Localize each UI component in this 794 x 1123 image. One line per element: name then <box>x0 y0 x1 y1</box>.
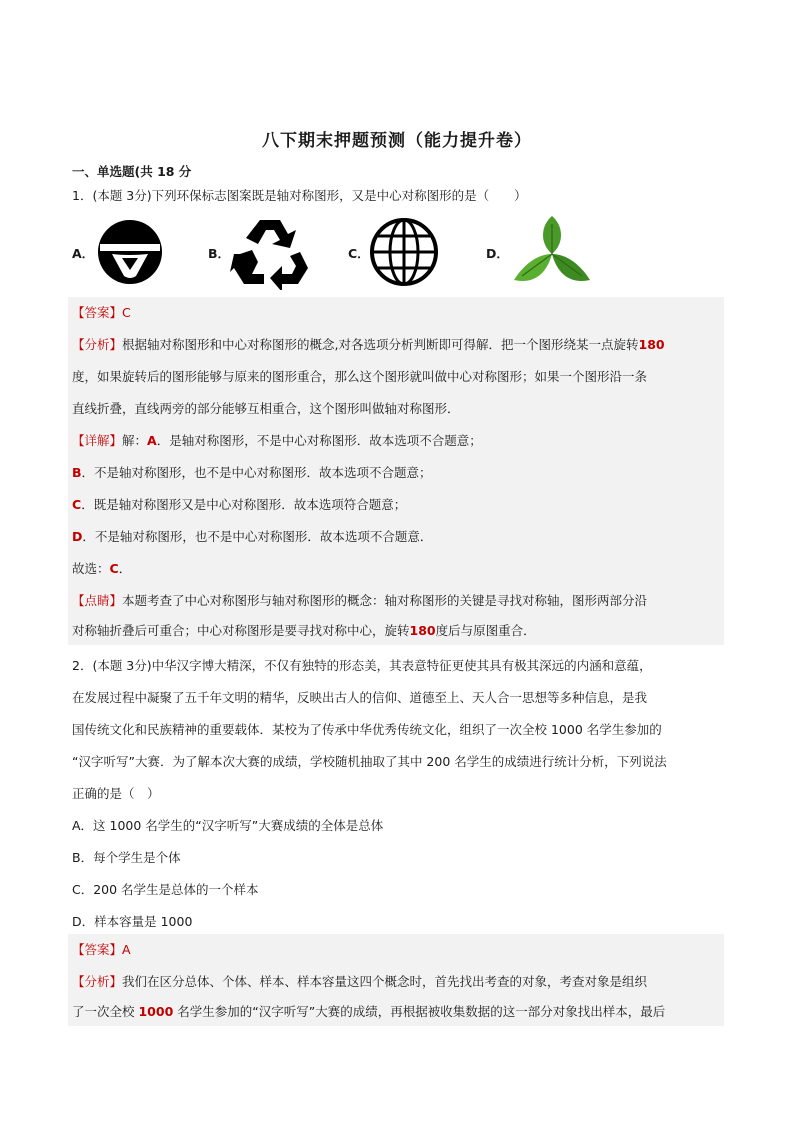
q1-answer-tag: 【答案】 <box>72 305 123 320</box>
q1-analysis-line-2: 度，如果旋转后的图形能够与原来的图形重合，那么这个图形就叫做中心对称图形；如果一个图形沿一条 <box>72 369 648 384</box>
q1-answer-line <box>72 303 131 323</box>
q2-analysis-number: 1000 <box>138 1004 174 1019</box>
question-1-stem: 1．(本题 3分)下列环保标志图案既是轴对称图形，又是中心对称图形的是（ ） <box>72 188 527 203</box>
q1-choose-line <box>72 559 131 579</box>
page-title: 八下期末押题预测（能力提升卷） <box>262 131 532 151</box>
question-2-stem-4: “汉字听写”大赛．为了解本次大赛的成绩，学校随机抽取了其中 200 名学生的成绩进行统计分析，下列说法 <box>72 754 667 769</box>
q1-detail-opt-d: D <box>72 529 83 544</box>
q1-detail-opt-c: C <box>72 497 82 512</box>
section-heading: 一、单选题(共 18 分 <box>72 164 192 179</box>
recycle-icon <box>230 214 310 290</box>
question-2-stem-2: 在发展过程中凝聚了五千年文明的精华，反映出古人的信仰、道德至上、天人合一思想等多种信息，是我 <box>72 690 648 705</box>
question-2-stem-3: 国传统文化和民族精神的重要载体．某校为了传承中华优秀传统文化，组织了一次全校 1000 名学生参加的 <box>72 722 662 737</box>
question-2-option-d[interactable]: D．样本容量是 1000 <box>72 914 193 929</box>
q1-point-text-3: 度后与原图重合． <box>435 623 536 638</box>
option-d-label: D． <box>486 246 509 261</box>
q1-detail-tag: 【详解】 <box>72 433 123 448</box>
option-c-label: C． <box>348 246 370 261</box>
three-leaf-icon <box>510 214 592 290</box>
q2-analysis-tag: 【分析】 <box>72 974 123 989</box>
q1-analysis-line-3: 直线折叠，直线两旁的部分能够互相重合，这个图形叫做轴对称图形． <box>72 401 460 416</box>
q2-answer-tag: 【答案】 <box>72 942 123 957</box>
question-2-option-a[interactable]: A．这 1000 名学生的“汉字听写”大赛成绩的全体是总体 <box>72 818 384 833</box>
q2-analysis-text-2: 了一次全校 <box>72 1004 139 1019</box>
q1-point-text-1: 本题考查了中心对称图形与轴对称图形的概念：轴对称图形的关键是寻找对称轴，图形两部分沿 <box>122 593 648 608</box>
question-1-solution-box <box>68 297 724 645</box>
question-2-stem-5: 正确的是（ ） <box>72 786 160 801</box>
globe-icon <box>368 214 440 286</box>
question-2-option-c[interactable]: C．200 名学生是总体的一个样本 <box>72 882 259 897</box>
q1-analysis-number: 180 <box>638 337 665 352</box>
q1-detail-text-b: ．不是轴对称图形，也不是中心对称图形．故本选项不合题意； <box>81 465 432 480</box>
option-b[interactable] <box>208 214 348 290</box>
q1-detail-prefix: 解： <box>122 433 148 448</box>
question-2-stem-1: 2．(本题 3分)中华汉字博大精深，不仅有独特的形态美，其表意特征更使其具有极其深远的内涵和意蕴， <box>72 658 652 673</box>
q1-detail-text-c: ．既是轴对称图形又是中心对称图形．故本选项符合题意； <box>81 497 407 512</box>
q1-analysis-text-1: 根据轴对称图形和中心对称图形的概念,对各选项分析判断即可得解．把一个图形绕某一点旋转 <box>122 337 639 352</box>
q1-detail-line-2 <box>72 463 432 483</box>
q1-detail-line-1 <box>72 431 482 451</box>
q2-answer-line <box>72 940 131 960</box>
circle-v-logo-icon <box>96 214 164 286</box>
q1-analysis-tag: 【分析】 <box>72 337 123 352</box>
q1-detail-line-4 <box>72 527 432 547</box>
q1-point-line-2 <box>72 621 536 641</box>
question-2-solution-box <box>68 934 724 1026</box>
q1-choose-end: ． <box>118 561 132 576</box>
q1-detail-text-d: ．不是轴对称图形，也不是中心对称图形．故本选项不合题意． <box>82 529 433 544</box>
q1-point-line-1 <box>72 591 647 611</box>
q1-detail-opt-a: A <box>147 433 157 448</box>
q2-analysis-text-1: 我们在区分总体、个体、样本、样本容量这四个概念时，首先找出考查的对象，考查对象是组织 <box>122 974 648 989</box>
q2-analysis-line-1 <box>72 972 647 992</box>
q1-point-tag: 【点睛】 <box>72 593 123 608</box>
option-d[interactable] <box>486 214 632 290</box>
q1-choose-text: 故选： <box>72 561 110 576</box>
option-a-label: A． <box>72 246 95 261</box>
q1-analysis-line-1 <box>72 335 665 355</box>
option-b-label: B． <box>208 246 231 261</box>
q1-answer-value: C <box>122 305 131 320</box>
q1-detail-line-3 <box>72 495 406 515</box>
option-c[interactable] <box>348 214 488 290</box>
q2-analysis-text-3: 名学生参加的“汉字听写”大赛的成绩，再根据被收集数据的这一部分对象找出样本，最后 <box>173 1004 666 1019</box>
q1-point-number: 180 <box>409 623 436 638</box>
option-a[interactable] <box>72 214 202 290</box>
q1-point-text-2: 对称轴折叠后可重合；中心对称图形是要寻找对称中心，旋转 <box>72 623 410 638</box>
question-1-options <box>72 214 632 290</box>
q2-answer-value: A <box>122 942 131 957</box>
q2-analysis-line-2 <box>72 1002 665 1022</box>
q1-choose-opt: C <box>109 561 119 576</box>
question-2-option-b[interactable]: B．每个学生是个体 <box>72 850 181 865</box>
q1-detail-text-a: ．是轴对称图形，不是中心对称图形．故本选项不合题意； <box>156 433 482 448</box>
q1-detail-opt-b: B <box>72 465 82 480</box>
